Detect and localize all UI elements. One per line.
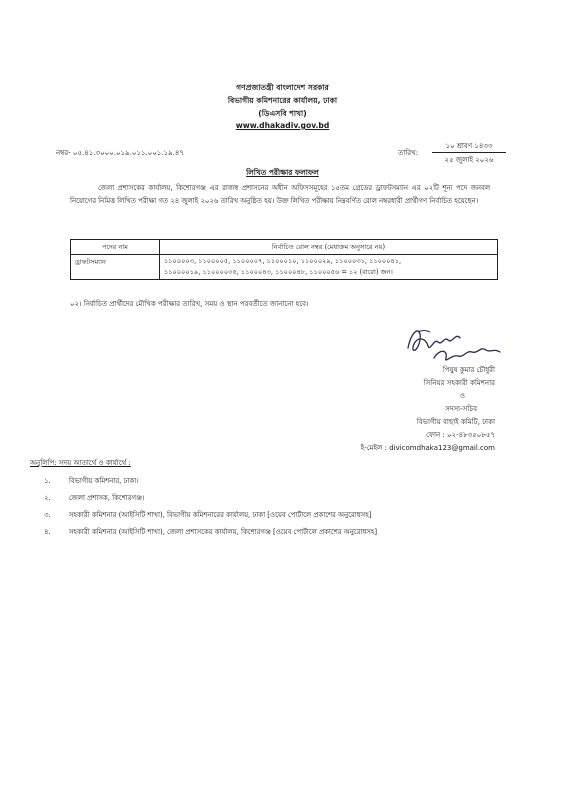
list-item-text: সহকারী কমিশনার (আইসিটি শাখা), বিভাগীয় কমিশনারের কার্যালয়, ঢাকা [ওয়েব পোর্টালে প্রকাশের অনুরোধসহ] [68, 511, 372, 519]
signatory-and: ও [459, 392, 465, 400]
header-government: গণপ্রজাতন্ত্রী বাংলাদেশ সরকার [236, 83, 329, 92]
list-item-text: জেলা প্রশাসক, কিশোরগঞ্জ। [68, 494, 145, 502]
post-name-cell: ড্রাফটসম্যান [71, 255, 160, 280]
signatory-role: সদস্য-সচিব [445, 405, 477, 413]
signatory-name: পিযুষ কুমার চৌধুরী [442, 366, 495, 374]
handwritten-signature-icon [400, 318, 510, 366]
list-item [44, 475, 139, 487]
date-bangla: ১০ শ্রাবণ ১৪৩৩ [432, 140, 506, 153]
list-item-number: ১. [44, 477, 51, 485]
roll-numbers-line: ১১০০০০৩, ১১০০০০৫, ১১০০০০৭, ১১০০০১০, ১১০০০২৯, ১১০০০৩১, ১১০০০৪১, [164, 257, 402, 265]
body-paragraph: জেলা প্রশাসকের কার্যালয়, কিশোরগঞ্জ এর রাজস্ব প্রশাসনের অধীন অফিসসমূহের ১৫তম গ্রেডের ড্রাফটসম্যান এর ০২টি শূন্য পদে জনবল নিয়োগের নিমিত্ত লিখিত পরীক্ষা গত ২৪ জুলাই ২০২৬ তারিখ অনুষ্ঠিত হয়। উক্ত লিখিত পরীক্ষায় নিম্নবর্ণিত রোল নম্বরধারী প্রার্থীগণ নির্বাচিত হয়েছেন। [70, 184, 490, 205]
table-row [71, 255, 498, 280]
column-header-rolls: নির্বাচিত রোল নম্বর (মেধাক্রম অনুসারে নয়) [160, 240, 498, 255]
list-item-number: ৩. [44, 511, 51, 519]
result-table [70, 239, 498, 280]
header-section: (ডিএসবি শাখা) [258, 109, 307, 118]
table-header-row [71, 240, 498, 255]
document-title: লিখিত পরীক্ষার ফলাফল [246, 168, 319, 177]
signatory-phone: ফোন : ০২-৪৮৩৫০৮৫৭ [426, 431, 495, 439]
list-item-number: ২. [44, 494, 51, 502]
list-item-text: বিভাগীয় কমিশনার, ঢাকা। [68, 477, 139, 485]
date-label: তারিখ: [398, 149, 419, 157]
header-website-link[interactable]: www.dhakadiv.gov.bd [235, 121, 330, 130]
signatory-designation: সিনিয়র সহকারী কমিশনার [423, 379, 495, 387]
column-header-post: পদের নাম [71, 240, 160, 255]
signatory-committee: বিভাগীয় বাছাই কমিটি, ঢাকা [416, 418, 495, 426]
memo-number: নম্বর- ০৫.৪১.৩০০০.০১৯.০১১.০০১.১৯.৪৭ [56, 149, 184, 157]
copies-heading: অনুলিপি: সদয় আতার্থে ও কার্যার্থে : [30, 459, 131, 467]
list-item [44, 509, 371, 521]
list-item [44, 492, 144, 504]
date-english: ২৫ জুলাই ২০২৬ [444, 156, 494, 164]
roll-numbers-cell [160, 255, 498, 280]
list-item [44, 526, 377, 538]
note-line: ০২। নির্বাচিত প্রার্থীদের মৌখিক পরীক্ষার তারিখ, সময় ও স্থান পরবর্তীতে জানানো হবে। [70, 300, 309, 308]
signatory-email[interactable]: ই-মেইল : divicomdhaka123@gmail.com [360, 444, 495, 452]
list-item-number: ৪. [44, 528, 51, 536]
list-item-text: সহকারী কমিশনার (আইসিটি শাখা), জেলা প্রশাসকের কার্যালয়, কিশোরগঞ্জ [ওয়েব পোর্টালে প্রকাশের অনুরোধসহ] [68, 528, 378, 536]
header-office: বিভাগীয় কমিশনারের কার্যালয়, ঢাকা [227, 96, 338, 105]
roll-numbers-line: ১১০০০০১৯, ১১০০০০৩৫, ১১০০০৪৩, ১১০০০৪৮, ১১০০০৫৬ = ১২ (বারো) জন। [164, 268, 393, 276]
